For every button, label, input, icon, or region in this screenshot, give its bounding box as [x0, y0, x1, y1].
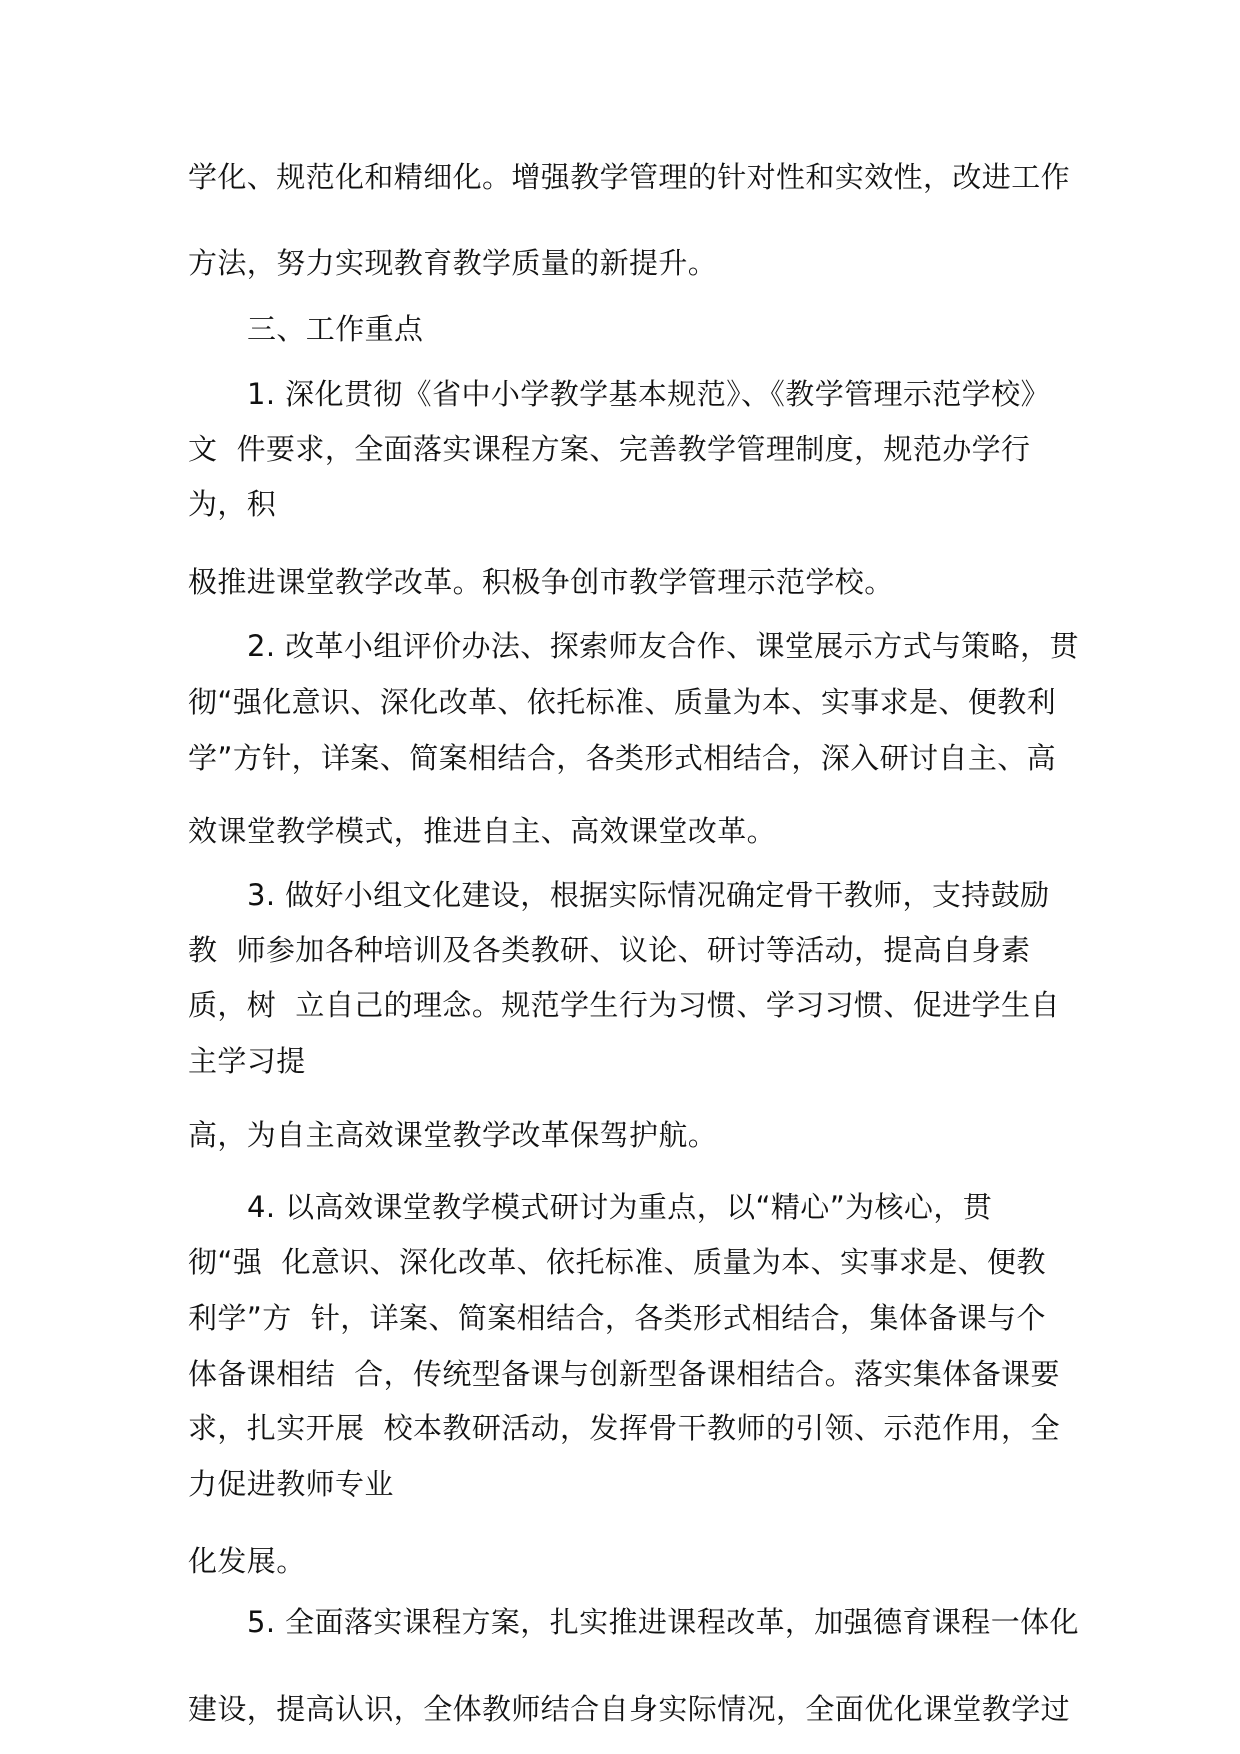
text-line: 学化、规范化和精细化。增强教学管理的针对性和实效性，改进工作 [188, 160, 1071, 194]
text-line: 文 件要求，全面落实课程方案、完善教学管理制度，规范办学行 [188, 432, 1031, 466]
text-line: 质，树 立自己的理念。规范学生行为习惯、学习习惯、促进学生自 [188, 988, 1060, 1022]
text-line: 彻“强 化意识、深化改革、依托标准、质量为本、实事求是、便教 [188, 1245, 1046, 1279]
section-heading: 三、工作重点 [247, 312, 424, 346]
text-line: 建设，提高认识，全体教师结合自身实际情况，全面优化课堂教学过 [188, 1692, 1071, 1726]
list-item-1-line: 1. 深化贯彻《省中小学教学基本规范》、《教学管理示范学校》 [247, 377, 1050, 411]
text-line: 方法，努力实现教育教学质量的新提升。 [188, 246, 718, 280]
text-line: 效课堂教学模式，推进自主、高效课堂改革。 [188, 814, 777, 848]
list-item-4-line: 4. 以高效课堂教学模式研讨为重点，以“精心”为核心，贯 [247, 1190, 993, 1224]
text-line: 求，扎实开展 校本教研活动，发挥骨干教师的引领、示范作用，全 [188, 1411, 1060, 1445]
text-line: 利学”方 针，详案、简案相结合，各类形式相结合，集体备课与个 [188, 1301, 1046, 1335]
text-line: 高，为自主高效课堂教学改革保驾护航。 [188, 1118, 718, 1152]
text-line: 为，积 [188, 487, 277, 521]
text-line: 彻“强化意识、深化改革、依托标准、质量为本、实事求是、便教利 [188, 685, 1057, 719]
text-line: 极推进课堂教学改革。积极争创市教学管理示范学校。 [188, 565, 894, 599]
text-line: 学”方针，详案、简案相结合，各类形式相结合，深入研讨自主、高 [188, 741, 1057, 775]
text-line: 力促进教师专业 [188, 1467, 394, 1501]
list-item-2-line: 2. 改革小组评价办法、探索师友合作、课堂展示方式与策略，贯 [247, 629, 1079, 663]
text-line: 化发展。 [188, 1544, 306, 1578]
list-item-5-line: 5. 全面落实课程方案，扎实推进课程改革，加强德育课程一体化 [247, 1605, 1079, 1639]
list-item-3-line: 3. 做好小组文化建设，根据实际情况确定骨干教师，支持鼓励 [247, 878, 1050, 912]
text-line: 教 师参加各种培训及各类教研、议论、研讨等活动，提高自身素 [188, 933, 1031, 967]
text-line: 主学习提 [188, 1044, 306, 1078]
text-line: 体备课相结 合，传统型备课与创新型备课相结合。落实集体备课要 [188, 1357, 1060, 1391]
